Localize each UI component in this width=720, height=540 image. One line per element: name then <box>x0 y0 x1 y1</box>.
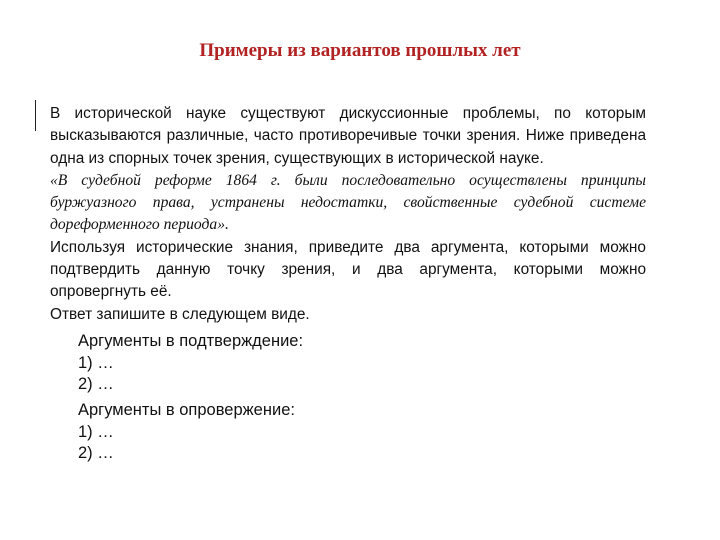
confirm-item: 2) … <box>78 375 114 393</box>
refute-heading: Аргументы в опровержение: <box>78 401 295 419</box>
instruction-paragraph: Используя исторические знания, приведите два аргумента, которыми можно подтвердить данную точку зрения, и два аргумента, которыми можно опровергнуть её. <box>50 238 646 301</box>
confirm-heading: Аргументы в подтверждение: <box>78 332 304 350</box>
left-margin-bar <box>35 100 36 131</box>
task-text <box>50 103 646 326</box>
answer-format-line: Ответ запишите в следующем виде. <box>50 305 310 323</box>
slide-title: Примеры из вариантов прошлых лет <box>199 40 521 61</box>
refute-arguments-block <box>78 400 478 465</box>
confirm-arguments-block <box>78 331 478 396</box>
refute-item: 2) … <box>78 444 114 462</box>
quote-paragraph: «В судебной реформе 1864 г. были последовательно осуществлены принципы буржуазного права, устранены недостатки, свойственные судебной системе дореформенного периода». <box>50 171 646 234</box>
refute-item: 1) … <box>78 422 114 441</box>
confirm-item: 1) … <box>78 353 114 372</box>
intro-paragraph: В исторической науке существуют дискуссионные проблемы, по которым высказываются различные, часто противоречивые точки зрения. Ниже приведена одна из спорных точек зрения, существующих в исторической науке. <box>50 105 646 167</box>
